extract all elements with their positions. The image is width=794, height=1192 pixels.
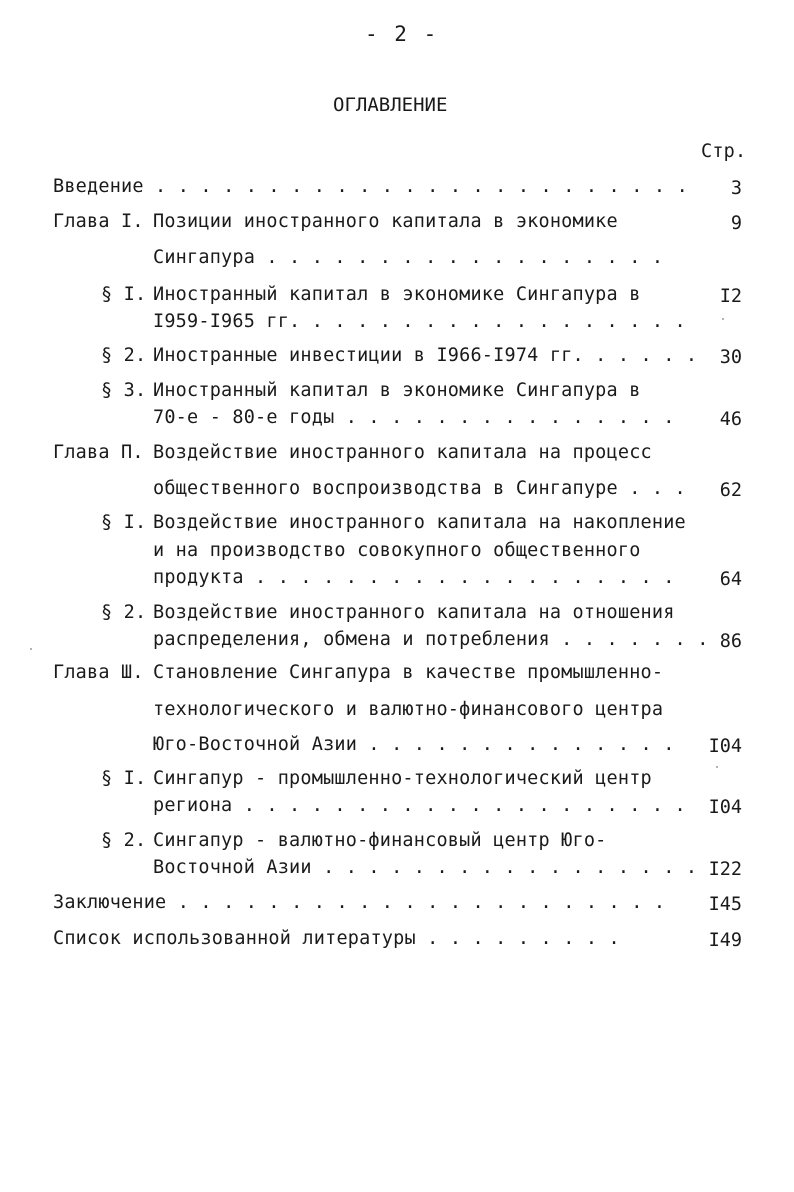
entry-page: 3 [730, 178, 742, 199]
entry-label: § 2. [101, 345, 147, 366]
entry-text-line: Иностранные инвестиции в I966-I974 гг. . . . . . [153, 345, 698, 366]
entry-text-line: Заключение . . . . . . . . . . . . . . . . . . . . . . [53, 892, 666, 913]
entry-text-line: региона . . . . . . . . . . . . . . . . . . . . [153, 795, 686, 816]
entry-page: 86 [719, 631, 742, 652]
entry-text-line: Воздействие иностранного капитала на накопление [153, 512, 686, 533]
entry-page: 30 [719, 347, 742, 368]
scan-speck [716, 766, 718, 768]
entry-text-line: Сингапур - валютно-финансовый центр Юго- [153, 830, 607, 851]
entry-page: 9 [730, 213, 742, 234]
entry-page: I22 [708, 859, 742, 880]
entry-page: 64 [719, 569, 742, 590]
page-column-label: Стр. [701, 141, 747, 162]
entry-text-line: 70-е - 80-е годы . . . . . . . . . . . . . . . [153, 407, 675, 428]
entry-text-line: Юго-Восточной Азии . . . . . . . . . . . . . . [153, 734, 675, 755]
entry-label: Глава П. [53, 442, 144, 463]
entry-label: Глава Ш. [53, 662, 144, 683]
entry-text-line: Сингапур - промышленно-технологический центр [153, 768, 652, 789]
entry-text-line: Иностранный капитал в экономике Сингапура в [153, 380, 641, 401]
entry-page: I45 [708, 894, 742, 915]
entry-text-line: Воздействие иностранного капитала на процесс [153, 442, 652, 463]
scan-speck [30, 648, 32, 650]
entry-text-line: Позиции иностранного капитала в экономике [153, 211, 618, 232]
entry-label: § I. [101, 512, 147, 533]
entry-text-line: Сингапура . . . . . . . . . . . . . . . . . . [153, 247, 664, 268]
entry-text-line: Введение . . . . . . . . . . . . . . . . . . . . . . . . [53, 176, 688, 197]
entry-text-line: Становление Сингапура в качестве промышленно- [153, 662, 664, 683]
entry-text-line: продукта . . . . . . . . . . . . . . . . . . . [153, 567, 675, 588]
entry-text-line: Воздействие иностранного капитала на отношения [153, 602, 675, 623]
entry-text-line: общественного воспроизводства в Сингапуре . . . [153, 478, 686, 499]
entry-label: § 3. [101, 380, 147, 401]
entry-text-line: Список использованной литературы . . . . . . . . . [53, 928, 620, 949]
entry-text-line: и на производство совокупного общественного [153, 540, 641, 561]
entry-page: I04 [708, 797, 742, 818]
entry-label: § I. [101, 768, 147, 789]
entry-page: 46 [719, 409, 742, 430]
entry-page: I04 [708, 736, 742, 757]
page-number: - 2 - [365, 22, 439, 46]
entry-page: 62 [719, 480, 742, 501]
entry-label: § I. [101, 284, 147, 305]
page-title: ОГЛАВЛЕНИЕ [333, 94, 448, 116]
scan-speck [722, 318, 724, 320]
entry-label: Глава I. [53, 211, 144, 232]
entry-page: I49 [708, 930, 742, 951]
entry-label: § 2. [101, 602, 147, 623]
entry-text-line: распределения, обмена и потребления . . . . . . . [153, 629, 709, 650]
entry-text-line: Иностранный капитал в экономике Сингапура в [153, 284, 641, 305]
entry-label: § 2. [101, 830, 147, 851]
entry-text-line: технологического и валютно-финансового центра [153, 699, 664, 720]
entry-text-line: I959-I965 гг. . . . . . . . . . . . . . . . . . [153, 311, 686, 332]
entry-page: I2 [719, 286, 742, 307]
entry-text-line: Восточной Азии . . . . . . . . . . . . . . . . . [153, 857, 698, 878]
